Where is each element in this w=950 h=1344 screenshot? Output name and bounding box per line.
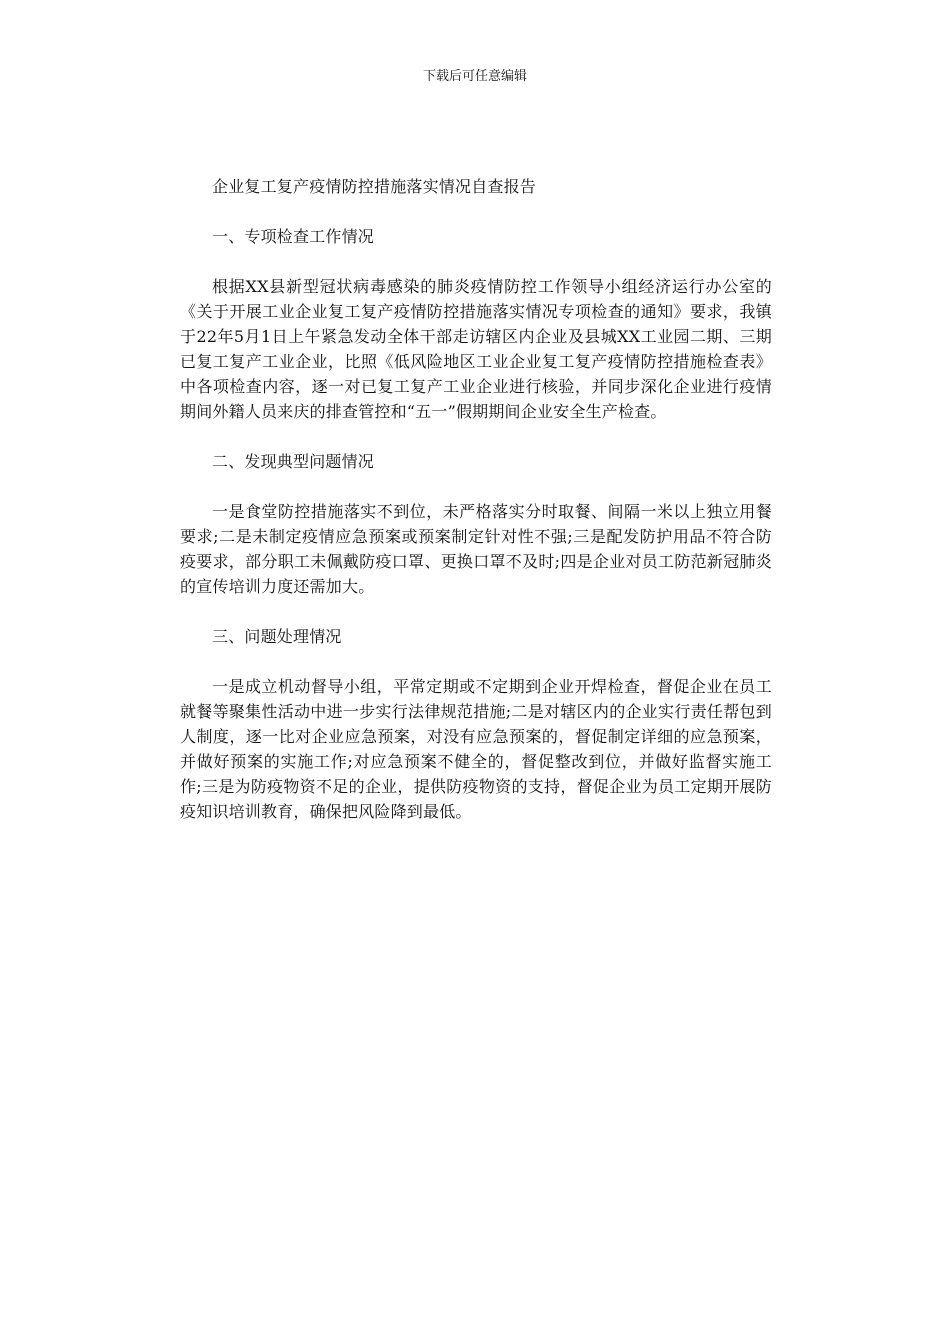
- section-body-2: 一是食堂防控措施落实不到位，未严格落实分时取餐、间隔一米以上独立用餐要求;二是未制定疫情应急预案或预案制定针对性不强;三是配发防护用品不符合防疫要求，部分职工未佩戴防疫口罩、更换口罩不及时;四是企业对员工防范新冠肺炎的宣传培训力度还需加大。: [180, 502, 772, 596]
- section-heading-1: 一、专项检查工作情况: [212, 227, 375, 246]
- section-heading-3: 三、问题处理情况: [212, 627, 342, 646]
- document-body: [180, 174, 772, 824]
- header-text: 下载后可任意编辑: [422, 69, 527, 84]
- section-body-1: 根据XX县新型冠状病毒感染的肺炎疫情防控工作领导小组经济运行办公室的《关于开展工业企业复工复产疫情防控措施落实情况专项检查的通知》要求，我镇于22年5月1日上午紧急发动全体干部走访辖区内企业及县城XX工业园二期、三期已复工复产工业企业，比照《低风险地区工业企业复工复产疫情防控措施检查表》中各项检查内容，逐一对已复工复产工业企业进行核验，并同步深化企业进行疫情期间外籍人员来庆的排查管控和“五一”假期期间企业安全生产检查。: [180, 277, 772, 421]
- page-header: [0, 68, 950, 86]
- section-heading-2: 二、发现典型问题情况: [212, 452, 375, 471]
- section-body-3: 一是成立机动督导小组，平常定期或不定期到企业开焊检查，督促企业在员工就餐等聚集性活动中进一步实行法律规范措施;二是对辖区内的企业实行责任帮包到人制度，逐一比对企业应急预案，对没有应急预案的，督促制定详细的应急预案，并做好预案的实施工作;对应急预案不健全的，督促整改到位，并做好监督实施工作;三是为防疫物资不足的企业，提供防疫物资的支持，督促企业为员工定期开展防疫知识培训教育，确保把风险降到最低。: [180, 677, 772, 821]
- document-title: 企业复工复产疫情防控措施落实情况自查报告: [212, 177, 537, 196]
